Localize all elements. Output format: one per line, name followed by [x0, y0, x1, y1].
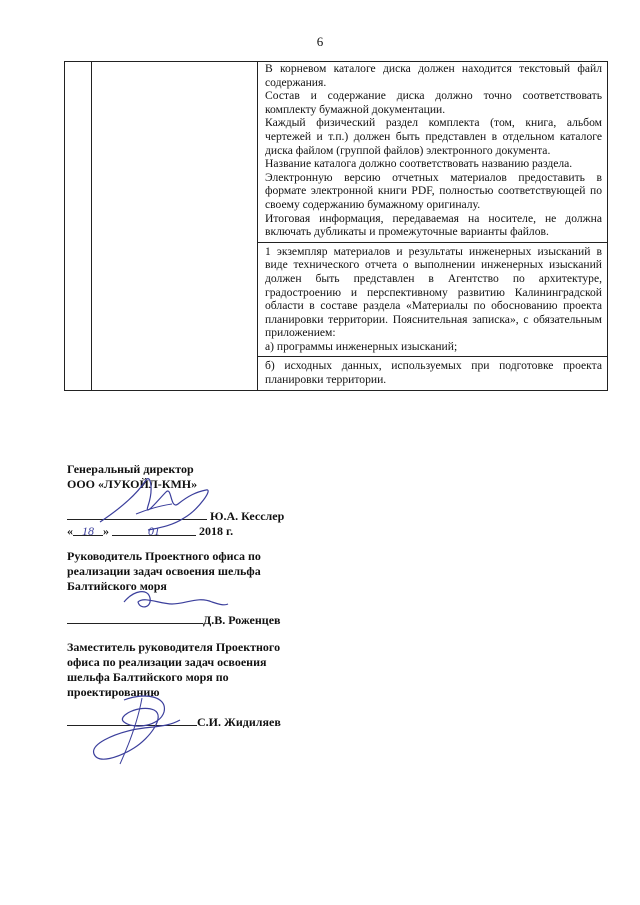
signatory-title: реализации задач освоения шельфа — [67, 564, 261, 578]
paragraph: б) исходных данных, используемых при подготовке проекта планировки территории. — [265, 359, 602, 387]
signatory-title: Балтийского моря — [67, 579, 167, 593]
signatory-title: Генеральный директор — [67, 462, 194, 476]
table-cell-number — [65, 62, 92, 391]
signatory-name: Д.В. Роженцев — [203, 613, 281, 627]
paragraph: Состав и содержание диска должно точно соответствовать комплекту бумажной документации. — [265, 89, 602, 116]
signatory-name: Ю.А. Кесслер — [210, 509, 285, 523]
paragraph: В корневом каталоге диска должен находится текстовый файл содержания. — [265, 62, 602, 89]
cell-divider — [258, 356, 607, 357]
signatory-title: офиса по реализации задач освоения — [67, 655, 267, 669]
signatory-title: проектированию — [67, 685, 160, 699]
page-number: 6 — [316, 34, 324, 49]
paragraph: Итоговая информация, передаваемая на носителе, не должна включать дубликаты и промежуточные варианты файлов. — [265, 211, 602, 239]
paragraph: Название каталога должно соответствовать названию раздела. — [265, 157, 573, 171]
signatory-title: Руководитель Проектного офиса по — [67, 549, 261, 563]
paragraph: 1 экземпляр материалов и результаты инженерных изысканий в виде технического отчета о выполнении инженерных изысканий должен быть представлен в Агентство по архитектуре, градостроению и перспективному развитию Калининградской области в составе раздела «Материалы по обоснованию проекта планировки территории. Пояснительная записка», с обязательным приложением: — [265, 244, 602, 340]
signatory-name: С.И. Жидиляев — [197, 715, 281, 729]
table-row — [65, 62, 608, 391]
paragraph: а) программы инженерных изысканий; — [265, 339, 458, 353]
table-cell-content — [258, 62, 608, 391]
handwritten-signature-rozhentsev — [120, 582, 230, 618]
signatory-title: шельфа Балтийского моря по — [67, 670, 229, 684]
requirements-table — [64, 61, 608, 391]
table-cell-parameter — [92, 62, 258, 391]
handwritten-signature-zhidilyaev — [84, 690, 194, 770]
cell-divider — [258, 242, 607, 243]
paragraph: Каждый физический раздел комплекта (том, книга, альбом чертежей и т.п.) должен быть представлен в отдельном каталоге диска файлом (группой файлов) электронного документа. — [265, 116, 602, 157]
date-year: 2018 г. — [199, 524, 234, 538]
signatory-organization: ООО «ЛУКОЙЛ-КМН» — [67, 477, 198, 491]
date-month: 01 — [112, 524, 196, 536]
paragraph: Электронную версию отчетных материалов предоставить в формате электронной книги PDF, полностью соответствующей по своему содержанию бумажному оригиналу. — [265, 170, 602, 211]
signatory-title: Заместитель руководителя Проектного — [67, 640, 281, 654]
handwritten-signature-kessler — [88, 470, 238, 540]
date-day: 18 — [73, 524, 103, 536]
date-quote-open: « — [67, 524, 73, 538]
date-quote-close: » — [103, 524, 109, 538]
